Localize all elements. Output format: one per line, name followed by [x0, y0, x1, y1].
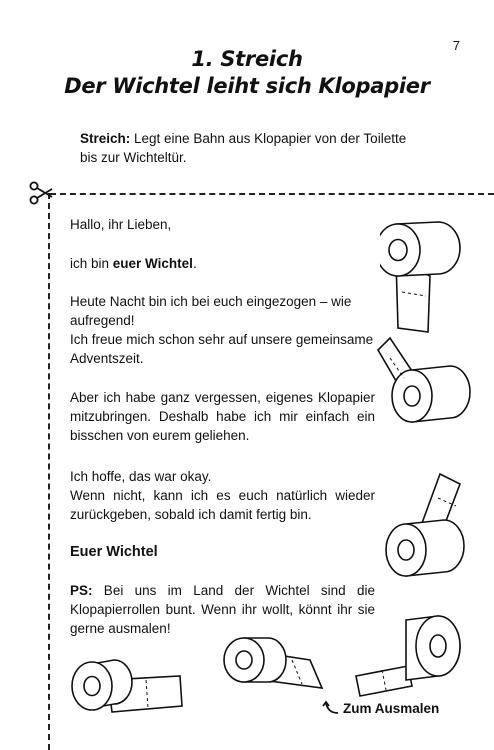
letter-paragraph-3: [70, 467, 375, 524]
letter-greeting: Hallo, ihr Lieben,: [70, 217, 172, 232]
cut-line-horizontal: [50, 193, 494, 195]
prank-instruction: [80, 129, 410, 167]
letter-postscript: [70, 581, 375, 638]
title-line-1: 1. Streich: [191, 47, 303, 71]
postscript-text: Bei uns im Land der Wichtel sind die Klopapierrollen bunt. Wenn ihr wollt, könnt ihr sie gerne ausmalen!: [70, 583, 375, 636]
letter-signature: Euer Wichtel: [70, 544, 158, 560]
scissors-icon: [28, 180, 54, 206]
coloring-caption: [322, 700, 439, 716]
curved-arrow-icon: [322, 700, 340, 716]
paragraph-3-sentence-1: Ich hoffe, das war okay.: [70, 469, 212, 484]
toilet-paper-roll-icon: [354, 606, 470, 698]
toilet-paper-roll-icon: [218, 632, 326, 710]
paragraph-1-sentence-1: Heute Nacht bin ich bei euch eingezogen – wie aufregend!: [70, 294, 352, 328]
instruction-label: Streich:: [80, 131, 131, 146]
letter-intro-line: [70, 254, 375, 273]
letter-paragraph-2: Aber ich habe ganz vergessen, eigenes Klopapier mitzubringen. Deshalb habe ich mir einfach ein bisschen von eurem geliehen.: [70, 390, 375, 443]
postscript-label: PS:: [70, 583, 93, 598]
toilet-paper-roll-icon: [380, 210, 468, 340]
letter-paragraph-1: [70, 292, 375, 368]
intro-line-bold: euer Wichtel: [112, 256, 193, 271]
toilet-paper-roll-icon: [68, 652, 184, 726]
paragraph-1-sentence-2: Ich freue mich schon sehr auf unsere gemeinsame Adventszeit.: [70, 332, 374, 366]
title-line-2: Der Wichtel leiht sich Klopapier: [64, 74, 430, 98]
page-number: 7: [452, 38, 460, 53]
paragraph-3-sentence-2: Wenn nicht, kann ich es euch natürlich wieder zurückgeben, sobald ich damit fertig bin.: [70, 488, 375, 522]
caption-text: Zum Ausmalen: [343, 701, 440, 716]
intro-line-end: .: [192, 256, 197, 271]
instruction-text: Legt eine Bahn aus Klopapier von der Toilette bis zur Wichteltür.: [80, 131, 407, 165]
toilet-paper-roll-icon: [380, 464, 476, 582]
cut-line-vertical: [48, 193, 50, 750]
toilet-paper-roll-icon: [376, 332, 472, 436]
page-title: [0, 46, 494, 100]
intro-line-text: ich bin: [70, 256, 113, 271]
